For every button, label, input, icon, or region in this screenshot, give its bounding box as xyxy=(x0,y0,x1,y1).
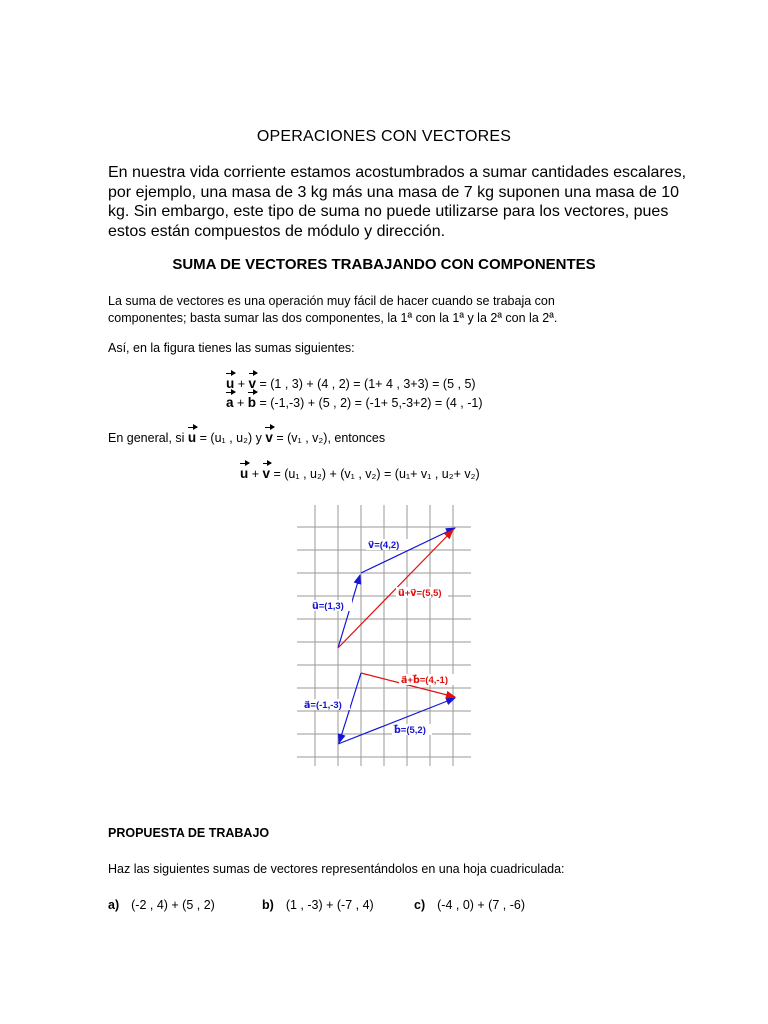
paragraph-line: componentes; basta sumar las dos componentes, la 1ª con la 1ª y la 2ª con la 2ª. xyxy=(108,310,558,325)
exercise-c xyxy=(414,898,525,912)
equation-expression: = (u₁ , u₂) + (v₁ , v₂) = (u₁+ v₁ , u₂+ v₂) xyxy=(273,467,480,481)
intro-line: En nuestra vida corriente estamos acostumbrados a sumar cantidades escalares, xyxy=(108,164,687,181)
label-b: b⃗=(5,2) xyxy=(394,725,426,736)
equation-expression: = (-1,-3) + (5 , 2) = (-1+ 5,-3+2) = (4 , -1) xyxy=(259,396,483,410)
vector-v-symbol: v xyxy=(265,430,273,445)
label-a: a⃗=(-1,-3) xyxy=(304,700,342,711)
vector-u-symbol: u xyxy=(226,376,235,391)
exercise-a xyxy=(108,898,215,912)
exercise-label: c) xyxy=(414,898,426,912)
vector-v-symbol: v xyxy=(262,466,271,481)
equation-u-plus-v: u + v = (1 , 3) + (4 , 2) = (1+ 4 , 3+3) = (5 , 5) xyxy=(226,376,476,391)
intro-line: estos están compuestos de módulo y dirección. xyxy=(108,222,446,240)
exercise-expression: (-2 , 4) + (5 , 2) xyxy=(131,898,215,912)
page-title: OPERACIONES CON VECTORES xyxy=(256,128,512,145)
vector-v-symbol: v xyxy=(248,376,257,391)
vector-u-symbol: u xyxy=(187,430,197,445)
v-definition: = (v₁ , v₂), entonces xyxy=(276,431,386,445)
vector-b-arrow xyxy=(338,698,455,744)
label-u-plus-v: u⃗+v⃗=(5,5) xyxy=(398,588,442,599)
equation-a-plus-b: a + b = (-1,-3) + (5 , 2) = (-1+ 5,-3+2) = (4 , -1) xyxy=(226,395,483,410)
label-u: u⃗=(1,3) xyxy=(312,601,344,612)
exercise-expression: (1 , -3) + (-7 , 4) xyxy=(285,898,374,912)
section-title: SUMA DE VECTORES TRABAJANDO CON COMPONENTES xyxy=(172,256,596,273)
proposal-instruction: Haz las siguientes sumas de vectores representándolos en una hoja cuadriculada: xyxy=(108,862,565,876)
vector-a-symbol: a xyxy=(226,395,234,410)
vector-u-symbol: u xyxy=(240,466,249,481)
intro-line: por ejemplo, una masa de 3 kg más una masa de 7 kg suponen una masa de 10 xyxy=(108,183,680,201)
vector-b-symbol: b xyxy=(247,395,257,410)
general-sum-equation: u + v = (u₁ , u₂) + (v₁ , v₂) = (u₁+ v₁ , u₂+ v₂) xyxy=(240,466,480,481)
exercise-label: a) xyxy=(108,898,120,912)
proposal-title: PROPUESTA DE TRABAJO xyxy=(108,826,270,840)
exercise-expression: (-4 , 0) + (7 , -6) xyxy=(437,898,525,912)
intro-line: kg. Sin embargo, este tipo de suma no puede utilizarse para los vectores, pues xyxy=(108,203,669,220)
general-prefix: En general, si xyxy=(108,431,185,445)
paragraph-line: La suma de vectores es una operación muy fácil de hacer cuando se trabaja con xyxy=(108,294,555,308)
label-v: v⃗=(4,2) xyxy=(368,540,400,551)
equation-expression: = (1 , 3) + (4 , 2) = (1+ 4 , 3+3) = (5 , 5) xyxy=(259,377,476,391)
exercise-b xyxy=(262,898,374,912)
u-definition: = (u₁ , u₂) y xyxy=(199,431,262,445)
exercise-label: b) xyxy=(262,898,274,912)
label-a-plus-b: a⃗+b⃗=(4,-1) xyxy=(401,675,449,686)
paragraph-line: Así, en la figura tienes las sumas siguientes: xyxy=(108,341,355,355)
